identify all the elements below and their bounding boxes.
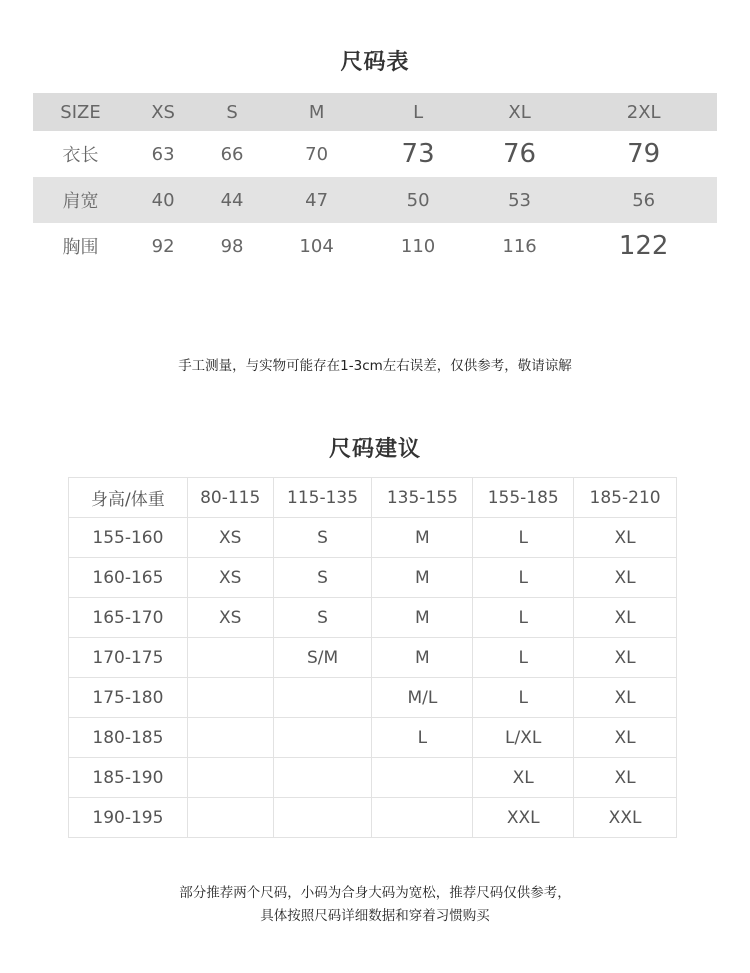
table-cell: 110 bbox=[400, 235, 436, 257]
table-cell: M bbox=[372, 518, 473, 558]
table-row bbox=[69, 518, 677, 558]
table-cell: L bbox=[473, 678, 574, 718]
table-cell: XL bbox=[574, 718, 677, 758]
table-cell: XL bbox=[574, 518, 677, 558]
table-cell: 70 bbox=[305, 143, 329, 165]
table-cell: 76 bbox=[503, 139, 537, 169]
table-cell bbox=[187, 798, 273, 838]
size-chart-title: 尺码表 bbox=[340, 50, 410, 75]
header-cell: SIZE bbox=[33, 93, 128, 131]
recommendation-title: 尺码建议 bbox=[328, 437, 421, 462]
table-cell: L bbox=[473, 598, 574, 638]
table-cell: 40 bbox=[128, 177, 198, 223]
recommendation-table bbox=[68, 477, 677, 838]
table-cell: M bbox=[372, 638, 473, 678]
table-row bbox=[69, 598, 677, 638]
table-cell: 63 bbox=[151, 143, 175, 165]
table-cell: 73 bbox=[401, 139, 435, 169]
table-cell bbox=[187, 638, 273, 678]
header-cell: 155-185 bbox=[473, 478, 574, 518]
table-cell: 56 bbox=[570, 177, 717, 223]
table-cell: XXL bbox=[574, 798, 677, 838]
table-cell bbox=[372, 798, 473, 838]
table-cell: 53 bbox=[469, 177, 570, 223]
header-cell: 80-115 bbox=[187, 478, 273, 518]
table-row bbox=[33, 177, 717, 223]
row-label: 185-190 bbox=[69, 758, 188, 798]
table-cell bbox=[187, 678, 273, 718]
table-cell: 122 bbox=[618, 231, 669, 261]
table-cell: L bbox=[473, 518, 574, 558]
table-cell: XL bbox=[574, 558, 677, 598]
table-row bbox=[69, 758, 677, 798]
table-cell: S bbox=[273, 598, 372, 638]
header-cell: 185-210 bbox=[574, 478, 677, 518]
table-row bbox=[69, 798, 677, 838]
header-cell: L bbox=[367, 93, 468, 131]
table-cell bbox=[273, 678, 372, 718]
table-cell: XS bbox=[187, 558, 273, 598]
table-cell bbox=[187, 758, 273, 798]
recommendation-header-row bbox=[69, 478, 677, 518]
table-row bbox=[33, 223, 717, 269]
table-cell: 47 bbox=[266, 177, 367, 223]
header-cell: 115-135 bbox=[273, 478, 372, 518]
table-cell: 50 bbox=[367, 177, 468, 223]
table-cell bbox=[372, 758, 473, 798]
table-cell: 98 bbox=[220, 235, 244, 257]
table-cell: S bbox=[273, 558, 372, 598]
table-cell bbox=[273, 718, 372, 758]
row-label: 肩宽 bbox=[33, 177, 128, 223]
table-cell: XL bbox=[574, 758, 677, 798]
table-row bbox=[69, 558, 677, 598]
row-label: 170-175 bbox=[69, 638, 188, 678]
table-cell: 66 bbox=[220, 143, 244, 165]
table-cell: L bbox=[372, 718, 473, 758]
row-label: 胸围 bbox=[62, 237, 99, 258]
header-cell: XS bbox=[128, 93, 198, 131]
table-cell: XL bbox=[574, 598, 677, 638]
table-cell: S bbox=[273, 518, 372, 558]
header-cell: XL bbox=[469, 93, 570, 131]
table-cell: L bbox=[473, 558, 574, 598]
table-cell: M bbox=[372, 598, 473, 638]
header-cell: M bbox=[266, 93, 367, 131]
table-cell: M/L bbox=[372, 678, 473, 718]
row-label: 衣长 bbox=[62, 145, 99, 166]
table-cell: XL bbox=[574, 678, 677, 718]
table-cell bbox=[273, 758, 372, 798]
table-row bbox=[69, 718, 677, 758]
row-label: 175-180 bbox=[69, 678, 188, 718]
row-label: 160-165 bbox=[69, 558, 188, 598]
row-label: 180-185 bbox=[69, 718, 188, 758]
size-chart-table bbox=[33, 93, 717, 269]
header-cell: 身高/体重 bbox=[69, 478, 188, 518]
header-cell: S bbox=[198, 93, 266, 131]
table-cell: 44 bbox=[198, 177, 266, 223]
table-cell: 92 bbox=[151, 235, 175, 257]
table-cell: XS bbox=[187, 518, 273, 558]
table-cell: 79 bbox=[627, 139, 661, 169]
table-cell: L bbox=[473, 638, 574, 678]
table-cell: XL bbox=[473, 758, 574, 798]
table-cell: L/XL bbox=[473, 718, 574, 758]
recommendation-note bbox=[0, 882, 750, 928]
header-cell: 2XL bbox=[570, 93, 717, 131]
table-row bbox=[69, 678, 677, 718]
size-chart-header-row bbox=[33, 93, 717, 131]
table-cell: XS bbox=[187, 598, 273, 638]
table-cell: XXL bbox=[473, 798, 574, 838]
row-label: 155-160 bbox=[69, 518, 188, 558]
header-cell: 135-155 bbox=[372, 478, 473, 518]
measurement-note: 手工测量，与实物可能存在1-3cm左右误差，仅供参考，敬请谅解 bbox=[178, 358, 572, 374]
table-cell: M bbox=[372, 558, 473, 598]
row-label: 190-195 bbox=[69, 798, 188, 838]
row-label: 165-170 bbox=[69, 598, 188, 638]
table-cell: 116 bbox=[502, 235, 537, 257]
table-cell bbox=[273, 798, 372, 838]
table-cell: S/M bbox=[273, 638, 372, 678]
table-cell bbox=[187, 718, 273, 758]
table-cell: XL bbox=[574, 638, 677, 678]
table-cell: 104 bbox=[299, 235, 334, 257]
table-row bbox=[69, 638, 677, 678]
recommendation-note-line: 部分推荐两个尺码，小码为合身大码为宽松，推荐尺码仅供参考， bbox=[179, 885, 571, 901]
recommendation-note-line: 具体按照尺码详细数据和穿着习惯购买 bbox=[260, 908, 490, 924]
table-row bbox=[33, 131, 717, 177]
